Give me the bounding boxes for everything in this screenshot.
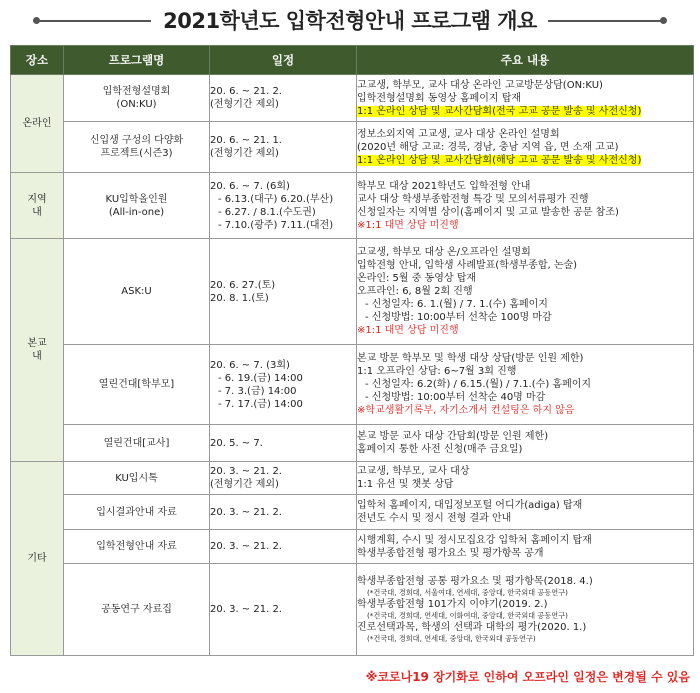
program-name <box>64 122 210 173</box>
text-line: 열린건대[학부모] <box>98 379 175 390</box>
content-cell <box>357 564 694 656</box>
program-name <box>64 173 210 239</box>
text-line: (전형기간 제외) <box>210 148 279 159</box>
table-row <box>11 462 694 495</box>
schedule-cell <box>210 462 357 495</box>
text-line: 프로젝트(시즌3) <box>100 148 173 159</box>
text-line: 학생부종합전형 평가요소 및 평가항목 공개 <box>357 547 544 559</box>
text-line: - 6.27. / 8.1.(수도권) <box>218 206 316 218</box>
footer-notice: ※코로나19 장기화로 인하여 오프라인 일정은 변경될 수 있음 <box>365 670 690 684</box>
table-row <box>11 173 694 239</box>
text-line: 고교생, 학부모 대상 온/오프라인 설명회 <box>357 247 531 258</box>
schedule-cell <box>210 564 357 656</box>
text-line: (ON:KU) <box>116 99 157 110</box>
text-line: - 신청방법: 10:00부터 선착순 40명 마감 <box>365 392 546 403</box>
text-line: 온라인: 5월 중 동영상 탑재 <box>357 273 477 284</box>
text-line: 입학전형설명회 <box>102 86 171 97</box>
content-cell <box>357 173 694 239</box>
text-line: - 7.10.(광주) 7.11.(대전) <box>218 219 334 231</box>
text-line: 교사 대상 학생부종합전형 특강 및 모의서류평가 진행 <box>357 193 589 205</box>
text-line: 전년도 수시 및 정시 전형 결과 안내 <box>357 513 512 524</box>
content-cell <box>357 345 694 425</box>
text-line: - 신청일자: 6.2(화) / 6.15.(월) / 7.1.(수) 홈페이지 <box>365 379 592 390</box>
text-line: 학생부종합전형 공통 평가요소 및 평가항목(2018. 4.) <box>357 576 593 587</box>
content-cell <box>357 239 694 345</box>
text-line: 홈페이지 통한 사전 신청(매주 금요일) <box>357 444 523 455</box>
text-line: 정보소외지역 고교생, 교사 대상 온라인 설명회 <box>357 128 560 140</box>
place-cell: 온라인 <box>11 75 64 173</box>
content-cell <box>357 462 694 495</box>
program-name <box>64 530 210 564</box>
text-line: 1:1 오프라인 상담: 6~7월 3회 진행 <box>357 366 517 377</box>
text-line: (전형기간 제외) <box>210 479 279 490</box>
highlight-text: 1:1 온라인 상담 및 교사간담회(전국 고교 공문 발송 및 사전신청) <box>357 105 642 117</box>
divider-dot <box>660 17 667 24</box>
text-line: 진로선택과목, 학생의 선택과 대학의 평가(2020. 1.) <box>357 622 587 633</box>
program-name <box>64 495 210 530</box>
program-name <box>64 345 210 425</box>
program-name <box>64 462 210 495</box>
text-line: 입학전형 안내, 입학생 사례발표(학생부종합, 논술) <box>357 260 578 271</box>
text-line: 20. 6. 27.(토) <box>210 279 276 291</box>
text-line: 고교생, 학부모, 교사 대상 <box>357 466 470 477</box>
text-line: 20. 5. ~ 7. <box>210 437 263 449</box>
program-name <box>64 564 210 656</box>
text-line: 20. 6. ~ 21. 1. <box>210 135 282 146</box>
text-line: 20. 3. ~ 21. 2. <box>210 604 282 615</box>
table-row <box>11 530 694 564</box>
text-line: (*건국대, 경희대, 연세대, 이화여대, 중앙대, 한국외대 공동연구) <box>367 611 568 620</box>
text-line: 20. 3. ~ 21. 2. <box>210 466 282 477</box>
text-line: (All-in-one) <box>108 206 165 218</box>
header-place: 장소 <box>11 46 64 75</box>
schedule-cell <box>210 239 357 345</box>
table-row <box>11 239 694 345</box>
text-line: 입학처 홈페이지, 대입정보포털 어디가(adiga) 탑재 <box>357 500 583 511</box>
text-line: 학부모 대상 2021학년도 입학전형 안내 <box>357 180 531 192</box>
text-line: KU입시톡 <box>115 472 158 484</box>
text-line: 학생부종합전형 101가지 이야기(2019. 2.) <box>357 599 548 610</box>
text-line: 입학전형설명회 동영상 홈페이지 탑재 <box>357 92 522 104</box>
schedule-cell <box>210 345 357 425</box>
header-program: 프로그램명 <box>64 46 210 75</box>
text-line: 고교생, 학부모, 교사 대상 온라인 고교방문상담(ON:KU) <box>357 79 603 91</box>
text-line: (*건국대, 경희대, 연세대, 중앙대, 한국외대 공동연구) <box>367 634 536 643</box>
table-row <box>11 122 694 173</box>
place-cell: 기타 <box>11 462 64 656</box>
table-row <box>11 345 694 425</box>
text-line: 신입생 구성의 다양화 <box>89 135 184 146</box>
table-row <box>11 425 694 462</box>
table-row <box>11 495 694 530</box>
text-line: 20. 6. ~ 21. 2. <box>210 86 282 97</box>
text-line: (2020년 해당 고교: 경북, 경남, 충남 지역 읍, 면 소재 고교) <box>357 141 619 153</box>
schedule-cell <box>210 530 357 564</box>
text-line: 1:1 유선 및 챗봇 상담 <box>357 479 454 490</box>
title-divider-right <box>548 20 664 22</box>
content-cell <box>357 122 694 173</box>
text-line: - 신청방법: 10:00부터 선착순 100명 마감 <box>365 312 552 323</box>
text-line: ※1:1 대면 상담 미진행 <box>357 219 459 231</box>
place-cell: 지역 내 <box>11 173 64 239</box>
text-line: 본교 방문 교사 대상 간담회(방문 인원 제한) <box>357 431 549 442</box>
text-line: ※학교생활기록부, 자기소개서 컨설팅은 하지 않음 <box>357 405 575 416</box>
text-line: ※1:1 대면 상담 미진행 <box>357 325 459 336</box>
text-line: KU입학올인원 <box>105 193 168 205</box>
text-line: ASK:U <box>121 286 152 297</box>
text-line: 20. 6. ~ 7. (3회) <box>210 359 290 371</box>
text-line: - 6. 19.(금) 14:00 <box>218 372 303 384</box>
content-cell <box>357 495 694 530</box>
text-line: 입시결과안내 자료 <box>96 506 177 518</box>
text-line: - 7. 3.(금) 14:00 <box>218 385 297 397</box>
table-row <box>11 75 694 122</box>
page-title: 2021학년도 입학전형안내 프로그램 개요 <box>163 9 537 33</box>
text-line: 본교 방문 학부모 및 학생 대상 상담(방문 인원 제한) <box>357 353 584 364</box>
text-line: - 7. 17.(금) 14:00 <box>218 398 303 410</box>
text-line: 오프라인: 6, 8월 2회 진행 <box>357 286 473 297</box>
text-line: 신청일자는 지역별 상이(홈페이지 및 고교 발송한 공문 참조) <box>357 206 619 218</box>
text-line <box>357 105 693 118</box>
text-line: 공동연구 자료집 <box>101 604 172 615</box>
header-schedule: 일정 <box>210 46 357 75</box>
content-cell <box>357 425 694 462</box>
program-name <box>64 425 210 462</box>
program-table <box>10 45 694 656</box>
content-cell <box>357 75 694 122</box>
schedule-cell <box>210 75 357 122</box>
schedule-cell <box>210 495 357 530</box>
text-line: (*건국대, 경희대, 서울여대, 연세대, 중앙대, 한국외대 공동연구) <box>367 588 568 597</box>
text-line: 20. 3. ~ 21. 2. <box>210 506 282 518</box>
text-line: 입학전형안내 자료 <box>96 541 177 552</box>
schedule-cell <box>210 122 357 173</box>
text-line: 20. 3. ~ 21. 2. <box>210 541 282 552</box>
schedule-cell <box>210 173 357 239</box>
highlight-text: 1:1 온라인 상담 및 교사간담회(해당 고교 공문 발송 및 사전신청) <box>357 154 642 166</box>
schedule-cell <box>210 425 357 462</box>
text-line <box>357 154 693 167</box>
table-row <box>11 564 694 656</box>
text-line: - 신청일자: 6. 1.(월) / 7. 1.(수) 홈페이지 <box>365 299 548 310</box>
text-line: 시행계획, 수시 및 정시모집요강 입학처 홈페이지 탑재 <box>357 534 592 546</box>
table-header-row <box>11 46 694 75</box>
program-name <box>64 239 210 345</box>
text-line: (전형기간 제외) <box>210 99 279 110</box>
text-line: - 6.13.(대구) 6.20.(부산) <box>218 193 334 205</box>
program-name <box>64 75 210 122</box>
title-area <box>0 0 700 42</box>
header-content: 주요 내용 <box>357 46 694 75</box>
text-line: 20. 6. ~ 7. (6회) <box>210 180 290 192</box>
content-cell <box>357 530 694 564</box>
place-cell: 본교 내 <box>11 239 64 462</box>
text-line: 열린건대[교사] <box>103 437 170 449</box>
text-line: 20. 8. 1.(토) <box>210 292 269 304</box>
